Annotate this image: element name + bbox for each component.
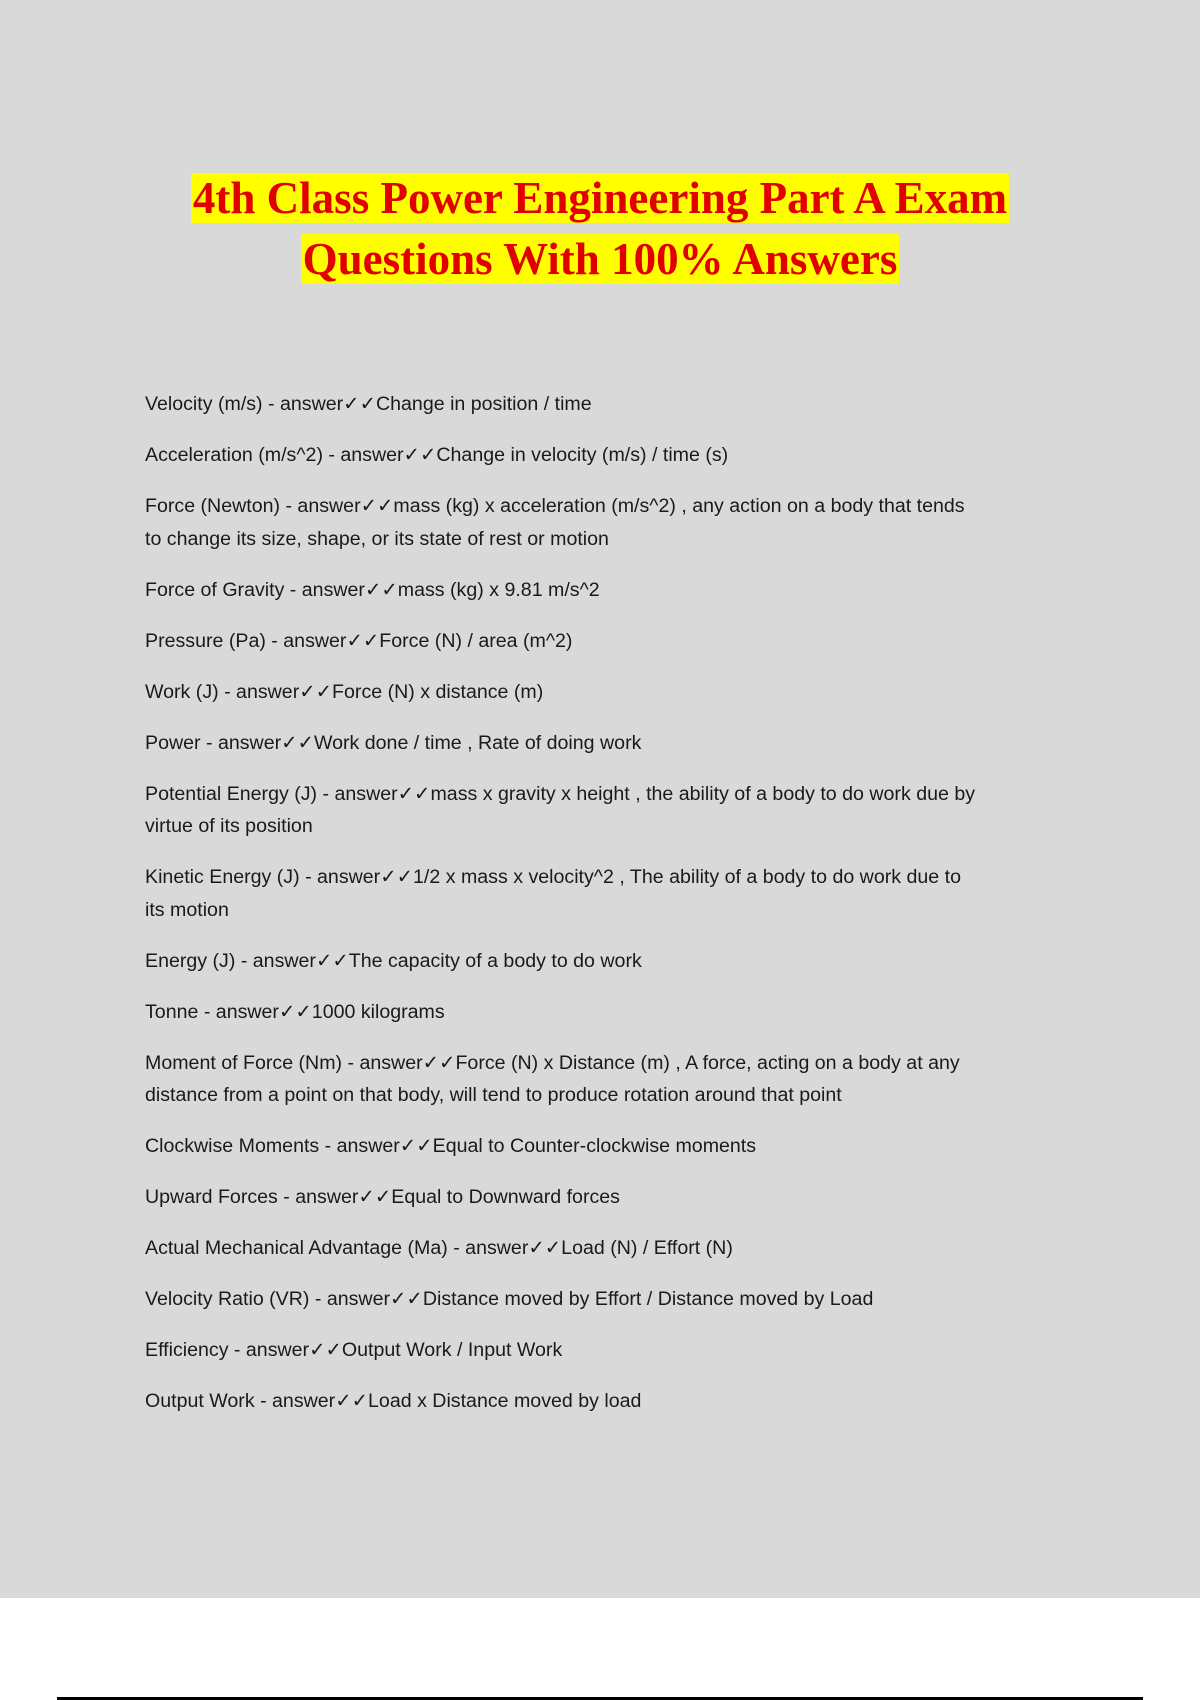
qa-item-text: Work (J) - answer✓✓Force (N) x distance (m) [145,680,544,703]
qa-item-text: Pressure (Pa) - answer✓✓Force (N) / area (m^2) [145,629,573,652]
qa-item [145,490,1145,555]
qa-item-text: Upward Forces - answer✓✓Equal to Downward forces [145,1186,620,1208]
qa-item [145,727,1145,760]
title-line-1: 4th Class Power Engineering Part A Exam [192,173,1008,223]
qa-item-text: its motion [145,898,229,921]
qa-item [145,861,1145,926]
qa-item-text: Force of Gravity - answer✓✓mass (kg) x 9.81 m/s^2 [145,578,600,601]
qa-list [145,388,1145,1436]
qa-item-text: Acceleration (m/s^2) - answer✓✓Change in velocity (m/s) / time (s) [145,444,729,466]
qa-item [145,1385,1145,1418]
qa-item-text: Velocity Ratio (VR) - answer✓✓Distance moved by Effort / Distance moved by Load [145,1288,874,1310]
qa-item-text: Tonne - answer✓✓1000 kilograms [145,1000,445,1023]
document-title [0,168,1200,290]
qa-item [145,388,1145,421]
qa-item [145,574,1145,607]
qa-item-text: Power - answer✓✓Work done / time , Rate of doing work [145,731,642,754]
qa-item [145,778,1145,843]
title-line-2: Questions With 100% Answers [302,234,898,284]
qa-item [145,439,1145,472]
qa-item [145,676,1145,709]
qa-item-text: Moment of Force (Nm) - answer✓✓Force (N) x Distance (m) , A force, acting on a body at any [145,1051,960,1074]
qa-item-text: Clockwise Moments - answer✓✓Equal to Counter-clockwise moments [145,1135,757,1157]
qa-item [145,1130,1145,1163]
qa-item-text: Kinetic Energy (J) - answer✓✓1/2 x mass x velocity^2 , The ability of a body to do work due to [145,866,961,888]
qa-item [145,625,1145,658]
qa-item-text: Output Work - answer✓✓Load x Distance moved by load [145,1390,642,1412]
qa-item-text: Force (Newton) - answer✓✓mass (kg) x acceleration (m/s^2) , any action on a body that tends [145,495,965,517]
qa-item-text: Potential Energy (J) - answer✓✓mass x gravity x height , the ability of a body to do work due by [145,782,976,805]
qa-item [145,996,1145,1029]
qa-item [145,1232,1145,1265]
qa-item-text: Efficiency - answer✓✓Output Work / Input Work [145,1339,563,1361]
qa-item [145,1047,1145,1112]
qa-item-text: virtue of its position [145,815,313,837]
qa-item-text: Velocity (m/s) - answer✓✓Change in position / time [145,393,592,415]
qa-item-text: Energy (J) - answer✓✓The capacity of a body to do work [145,949,642,972]
qa-item [145,1334,1145,1367]
qa-item-text: Actual Mechanical Advantage (Ma) - answer✓✓Load (N) / Effort (N) [145,1237,733,1259]
qa-item [145,1283,1145,1316]
qa-item [145,1181,1145,1214]
qa-item-text: distance from a point on that body, will tend to produce rotation around that point [145,1084,842,1106]
qa-item-text: to change its size, shape, or its state of rest or motion [145,527,609,550]
qa-item [145,945,1145,978]
